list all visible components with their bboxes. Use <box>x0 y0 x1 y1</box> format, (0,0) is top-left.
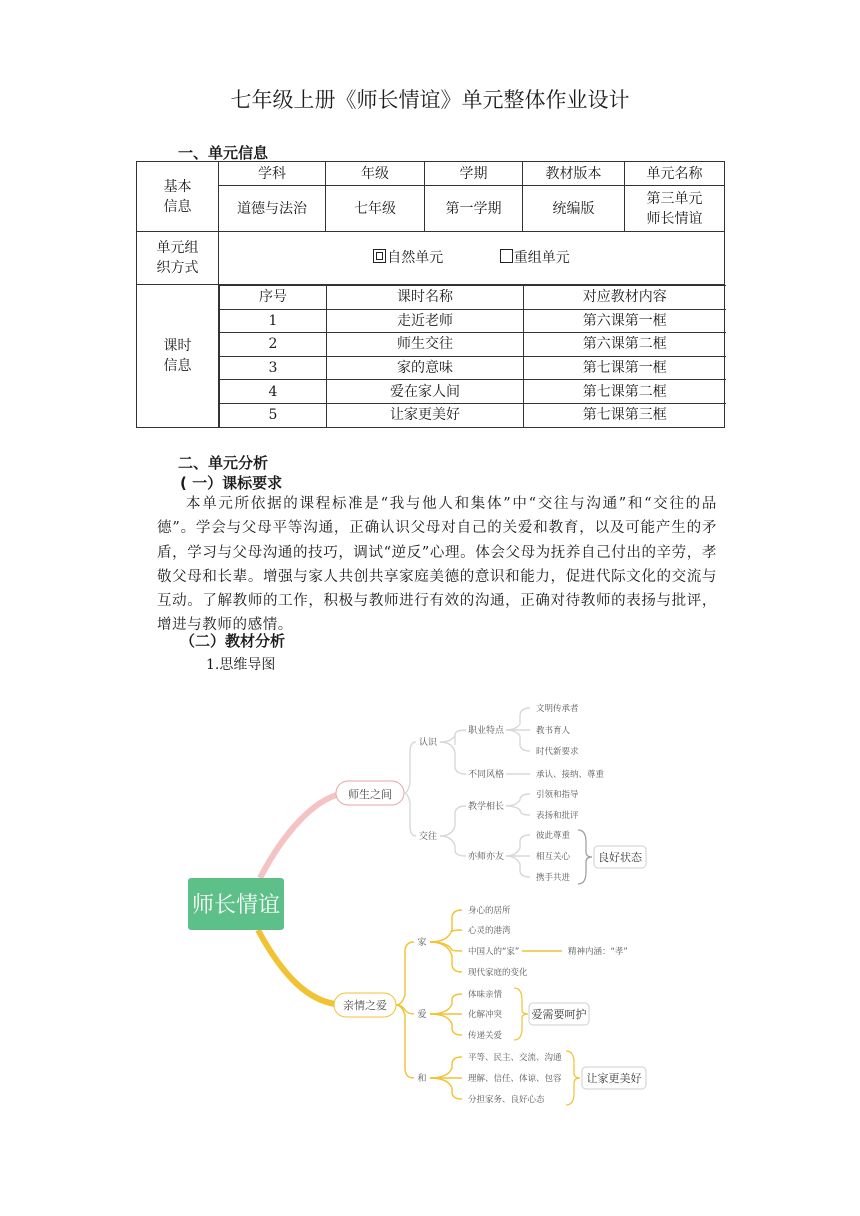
option-label: 自然单元 <box>387 250 444 266</box>
node-jingshen: 精神内涵：“孝” <box>568 947 628 957</box>
node-ai-item: 体味亲情 <box>468 990 503 1000</box>
node-yishi-item: 相互关心 <box>536 852 571 862</box>
lesson-info-label-text: 课时 信息 <box>163 337 192 374</box>
node-jia: 家 <box>417 938 427 948</box>
lesson-cell: 第六课第二框 <box>524 333 726 357</box>
node-ai-item: 化解冲突 <box>468 1010 503 1020</box>
node-he-item: 平等、民主、交流、沟通 <box>468 1053 562 1063</box>
lesson-header-cell: 对应教材内容 <box>524 286 726 310</box>
lesson-cell: 第七课第二框 <box>524 380 726 404</box>
summary-harmony-text: 让家更美好 <box>586 1072 642 1085</box>
node-jia-item: 中国人的“家” <box>468 947 520 957</box>
node-yishi: 亦师亦友 <box>467 852 505 862</box>
lesson-cell: 1 <box>220 309 327 333</box>
lesson-cell: 2 <box>220 333 327 357</box>
node-jiaoxue: 教学相长 <box>467 802 505 812</box>
node-zhiye-item: 时代新要求 <box>536 747 579 757</box>
node-jia-item: 心灵的港湾 <box>468 926 511 936</box>
node-yishi-item: 携手共进 <box>536 873 571 883</box>
lesson-cell: 第七课第三框 <box>524 403 726 426</box>
root-node-text: 师长情谊 <box>191 893 281 918</box>
node-he-item: 分担家务、良好心态 <box>468 1095 545 1105</box>
header-cell: 学期 <box>425 162 523 186</box>
node-yishi-item: 彼此尊重 <box>536 831 571 841</box>
page-title: 七年级上册《师长情谊》单元整体作业设计 <box>230 88 630 112</box>
unit-name-text: 第三单元 师长情谊 <box>646 190 703 227</box>
section-heading-unit-analysis: 二、单元分析 <box>178 454 269 472</box>
lesson-header-cell: 课时名称 <box>327 286 524 310</box>
lesson-header-cell: 序号 <box>220 286 327 310</box>
node-ai: 爱 <box>417 1010 427 1020</box>
value-cell: 统编版 <box>523 186 625 232</box>
header-cell: 单元名称 <box>625 162 725 186</box>
node-zhiye: 职业特点 <box>467 726 505 736</box>
lesson-cell: 让家更美好 <box>327 403 524 426</box>
node-ai-item: 传递关爱 <box>468 1031 503 1041</box>
value-cell: 七年级 <box>326 186 425 232</box>
lesson-cell: 5 <box>220 403 327 426</box>
node-fengge-item: 承认、接纳、尊重 <box>536 770 605 780</box>
bracket-good-state <box>578 830 592 884</box>
summary-good-state-text: 良好状态 <box>598 851 642 864</box>
basic-info-label-text: 基本 信息 <box>163 178 192 215</box>
node-jiaoxue-item: 引领和指导 <box>536 790 579 800</box>
node-jiaoxue-item: 表扬和批评 <box>536 811 579 821</box>
bracket-harmony <box>566 1051 580 1105</box>
header-cell: 教材版本 <box>523 162 625 186</box>
node-zhiye-item: 文明传承者 <box>536 704 579 714</box>
lesson-cell: 第六课第一框 <box>524 309 726 333</box>
value-cell: 道德与法治 <box>219 186 326 232</box>
node-he: 和 <box>417 1074 427 1084</box>
mindmap-item-label: 1.思维导图 <box>206 657 276 673</box>
lesson-cell: 4 <box>220 380 327 404</box>
node-zhiye-item: 教书育人 <box>536 726 571 736</box>
section-heading-unit-info: 一、单元信息 <box>178 144 269 162</box>
node-fengge: 不同风格 <box>467 770 505 780</box>
node-he-item: 理解、信任、体谅、包容 <box>468 1074 562 1084</box>
lesson-cell: 走近老师 <box>327 309 524 333</box>
lesson-cell: 爱在家人间 <box>327 380 524 404</box>
node-jiaowang: 交往 <box>418 832 438 842</box>
lesson-cell: 3 <box>220 356 327 380</box>
branch-node-text: 亲情之爱 <box>343 999 387 1012</box>
node-know: 认识 <box>418 738 438 748</box>
lesson-cell: 师生交往 <box>327 333 524 357</box>
subheading-textbook: （二）教材分析 <box>180 632 286 650</box>
summary-love-text: 爱需要呵护 <box>531 1008 587 1021</box>
subheading-curriculum: ( 一）课标要求 <box>180 474 283 492</box>
branch-node-text: 师生之间 <box>348 788 392 801</box>
header-cell: 学科 <box>219 162 326 186</box>
node-jia-item: 身心的居所 <box>468 906 511 916</box>
branch-connector-teacher <box>260 794 340 878</box>
curriculum-paragraph: 本单元所依据的课程标准是“我与他人和集体”中“交往与沟通”和“交往的品德”。学会与父母平等沟通，正确认识父母对自己的关爱和教育，以及可能产生的矛盾，学习与父母沟通的技巧，调试“逆反”心理。体会父母为抚养自己付出的辛劳，孝敬父母和长辈。增强与家人共创共享家庭美德的意识和能力，促进代际文化的交流与互动。了解教师的工作，积极与教师进行有效的沟通，正确对待教师的表扬与批评，增进与教师的感情。 <box>157 496 717 634</box>
bracket-love <box>514 988 528 1040</box>
value-cell: 第一学期 <box>425 186 523 232</box>
lesson-cell: 第七课第一框 <box>524 356 726 380</box>
branch-connector-family <box>258 930 335 1004</box>
header-cell: 年级 <box>326 162 425 186</box>
org-label-text: 单元组 织方式 <box>156 240 199 276</box>
node-jia-item: 现代家庭的变化 <box>468 968 528 978</box>
lesson-cell: 家的意味 <box>327 356 524 380</box>
option-label: 重组单元 <box>513 250 570 266</box>
